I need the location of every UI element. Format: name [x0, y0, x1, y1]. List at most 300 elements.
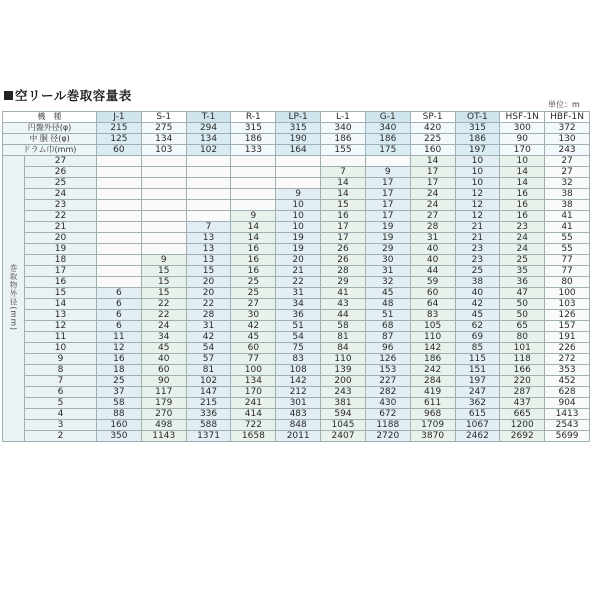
spec-cell: 186: [365, 134, 410, 145]
capacity-cell: 242: [410, 365, 455, 376]
capacity-cell: 17: [321, 222, 366, 233]
capacity-cell: [141, 222, 186, 233]
capacity-cell: [141, 156, 186, 167]
capacity-cell: 34: [276, 299, 321, 310]
capacity-cell: 32: [545, 178, 590, 189]
capacity-cell: 101: [500, 343, 545, 354]
capacity-cell: 44: [410, 266, 455, 277]
capacity-cell: 45: [141, 343, 186, 354]
model-header-cell: LP-1: [276, 112, 321, 123]
spec-label: 円盤外径(φ): [3, 123, 97, 134]
capacity-cell: [97, 167, 142, 178]
capacity-cell: 28: [321, 266, 366, 277]
capacity-cell: 2407: [321, 431, 366, 442]
capacity-cell: 9: [231, 211, 276, 222]
capacity-cell: 12: [455, 200, 500, 211]
capacity-cell: 22: [276, 277, 321, 288]
capacity-cell: 24: [141, 321, 186, 332]
capacity-cell: 15: [141, 288, 186, 299]
capacity-cell: 10: [276, 211, 321, 222]
capacity-row: [3, 178, 590, 189]
capacity-cell: 40: [141, 354, 186, 365]
capacity-cell: 12: [455, 189, 500, 200]
capacity-cell: 51: [276, 321, 321, 332]
capacity-cell: 62: [455, 321, 500, 332]
capacity-cell: 68: [365, 321, 410, 332]
capacity-cell: 968: [410, 409, 455, 420]
capacity-cell: 14: [231, 233, 276, 244]
capacity-cell: 88: [97, 409, 142, 420]
capacity-cell: [97, 156, 142, 167]
capacity-cell: 220: [500, 376, 545, 387]
capacity-cell: 10: [276, 222, 321, 233]
capacity-cell: [186, 156, 231, 167]
capacity-cell: 118: [500, 354, 545, 365]
capacity-cell: 108: [276, 365, 321, 376]
capacity-row: [3, 244, 590, 255]
capacity-cell: 287: [500, 387, 545, 398]
model-header-cell: OT-1: [455, 112, 500, 123]
capacity-cell: 215: [186, 398, 231, 409]
capacity-cell: 414: [231, 409, 276, 420]
capacity-cell: 110: [410, 332, 455, 343]
capacity-cell: 87: [365, 332, 410, 343]
spec-cell: 225: [410, 134, 455, 145]
capacity-cell: 77: [545, 266, 590, 277]
capacity-cell: [276, 167, 321, 178]
capacity-cell: 179: [141, 398, 186, 409]
capacity-cell: 19: [276, 244, 321, 255]
capacity-cell: 38: [545, 189, 590, 200]
capacity-row: [3, 167, 590, 178]
capacity-cell: 7: [186, 222, 231, 233]
capacity-cell: 1413: [545, 409, 590, 420]
capacity-cell: 58: [321, 321, 366, 332]
capacity-cell: 14: [321, 178, 366, 189]
spec-cell: 160: [410, 145, 455, 156]
capacity-cell: 1371: [186, 431, 231, 442]
capacity-cell: 25: [455, 266, 500, 277]
capacity-row: [3, 189, 590, 200]
spec-cell: 134: [141, 134, 186, 145]
spec-label: ドラム巾(mm): [3, 145, 97, 156]
diameter-cell: 20: [25, 233, 97, 244]
capacity-cell: 31: [410, 233, 455, 244]
capacity-cell: 17: [365, 178, 410, 189]
spec-cell: 372: [545, 123, 590, 134]
model-header-cell: HBF-1N: [545, 112, 590, 123]
capacity-cell: 100: [231, 365, 276, 376]
capacity-cell: 27: [545, 156, 590, 167]
capacity-cell: [276, 156, 321, 167]
capacity-cell: 54: [276, 332, 321, 343]
diameter-cell: 22: [25, 211, 97, 222]
unit-label: 単位：m: [548, 100, 580, 109]
diameter-cell: 4: [25, 409, 97, 420]
capacity-cell: 40: [410, 255, 455, 266]
capacity-cell: 17: [365, 200, 410, 211]
capacity-cell: 200: [321, 376, 366, 387]
diameter-cell: 10: [25, 343, 97, 354]
capacity-cell: [97, 277, 142, 288]
capacity-cell: 437: [500, 398, 545, 409]
capacity-cell: [186, 167, 231, 178]
model-header-cell: R-1: [231, 112, 276, 123]
model-header-label: 機 種: [3, 112, 97, 123]
spec-label: 中 胴 径(φ): [3, 134, 97, 145]
capacity-cell: [231, 156, 276, 167]
diameter-cell: 9: [25, 354, 97, 365]
capacity-cell: 430: [365, 398, 410, 409]
capacity-row: [3, 255, 590, 266]
capacity-cell: 665: [500, 409, 545, 420]
capacity-cell: 16: [231, 244, 276, 255]
capacity-cell: 21: [455, 233, 500, 244]
capacity-cell: [141, 189, 186, 200]
capacity-cell: 9: [141, 255, 186, 266]
capacity-cell: [141, 167, 186, 178]
capacity-cell: 9: [276, 189, 321, 200]
capacity-cell: 284: [410, 376, 455, 387]
capacity-cell: 30: [365, 255, 410, 266]
capacity-cell: 151: [455, 365, 500, 376]
capacity-cell: 23: [455, 244, 500, 255]
capacity-cell: 10: [455, 167, 500, 178]
capacity-cell: 27: [231, 299, 276, 310]
spec-cell: 102: [186, 145, 231, 156]
capacity-cell: 57: [186, 354, 231, 365]
capacity-cell: [97, 222, 142, 233]
capacity-cell: 44: [321, 310, 366, 321]
capacity-row: [3, 420, 590, 431]
capacity-row: [3, 222, 590, 233]
diameter-cell: 7: [25, 376, 97, 387]
capacity-cell: 48: [365, 299, 410, 310]
capacity-cell: 24: [410, 189, 455, 200]
capacity-cell: 848: [276, 420, 321, 431]
spec-cell: 170: [500, 145, 545, 156]
capacity-row: [3, 233, 590, 244]
diameter-cell: 3: [25, 420, 97, 431]
capacity-cell: 20: [186, 288, 231, 299]
capacity-cell: [97, 178, 142, 189]
capacity-cell: 29: [365, 244, 410, 255]
capacity-cell: 60: [141, 365, 186, 376]
capacity-cell: 58: [97, 398, 142, 409]
diameter-cell: 18: [25, 255, 97, 266]
capacity-cell: 96: [365, 343, 410, 354]
capacity-row: [3, 277, 590, 288]
capacity-cell: 7: [321, 167, 366, 178]
capacity-cell: 84: [321, 343, 366, 354]
capacity-cell: 350: [97, 431, 142, 442]
capacity-cell: 1045: [321, 420, 366, 431]
capacity-cell: 80: [500, 332, 545, 343]
capacity-cell: 722: [231, 420, 276, 431]
diameter-cell: 13: [25, 310, 97, 321]
capacity-cell: 32: [365, 277, 410, 288]
model-header-cell: J-1: [97, 112, 142, 123]
capacity-cell: [97, 233, 142, 244]
capacity-cell: 81: [186, 365, 231, 376]
spec-cell: 197: [455, 145, 500, 156]
diameter-cell: 24: [25, 189, 97, 200]
capacity-cell: 362: [455, 398, 500, 409]
capacity-cell: 301: [276, 398, 321, 409]
capacity-cell: 452: [545, 376, 590, 387]
capacity-cell: 11: [97, 332, 142, 343]
spec-row: [3, 123, 590, 134]
capacity-row: [3, 156, 590, 167]
capacity-cell: [231, 178, 276, 189]
capacity-cell: 28: [186, 310, 231, 321]
diameter-cell: 26: [25, 167, 97, 178]
diameter-cell: 27: [25, 156, 97, 167]
capacity-cell: 2011: [276, 431, 321, 442]
spec-cell: 215: [97, 123, 142, 134]
capacity-cell: 24: [410, 200, 455, 211]
spec-cell: 103: [141, 145, 186, 156]
capacity-row: [3, 332, 590, 343]
capacity-cell: [321, 156, 366, 167]
capacity-row: [3, 299, 590, 310]
capacity-cell: 117: [141, 387, 186, 398]
capacity-cell: 14: [321, 189, 366, 200]
capacity-cell: 50: [500, 299, 545, 310]
capacity-table: [2, 111, 590, 442]
spec-cell: 340: [365, 123, 410, 134]
spec-cell: 294: [186, 123, 231, 134]
capacity-row: [3, 321, 590, 332]
capacity-cell: 904: [545, 398, 590, 409]
capacity-cell: 77: [231, 354, 276, 365]
capacity-cell: 80: [545, 277, 590, 288]
capacity-cell: [141, 233, 186, 244]
diameter-cell: 23: [25, 200, 97, 211]
capacity-row: [3, 354, 590, 365]
capacity-cell: [97, 244, 142, 255]
capacity-cell: 20: [186, 277, 231, 288]
capacity-cell: [97, 266, 142, 277]
capacity-cell: 102: [186, 376, 231, 387]
capacity-cell: 21: [455, 222, 500, 233]
capacity-cell: 6: [97, 321, 142, 332]
capacity-cell: 14: [500, 178, 545, 189]
capacity-cell: 85: [455, 343, 500, 354]
capacity-cell: [231, 200, 276, 211]
capacity-cell: 16: [231, 266, 276, 277]
spec-cell: 60: [97, 145, 142, 156]
spec-cell: 130: [545, 134, 590, 145]
capacity-cell: 5699: [545, 431, 590, 442]
capacity-cell: 15: [141, 277, 186, 288]
capacity-cell: 41: [321, 288, 366, 299]
spec-cell: 125: [97, 134, 142, 145]
diameter-cell: 16: [25, 277, 97, 288]
spec-row: [3, 134, 590, 145]
capacity-cell: 45: [231, 332, 276, 343]
capacity-cell: 22: [186, 299, 231, 310]
capacity-cell: 64: [410, 299, 455, 310]
capacity-cell: 9: [365, 167, 410, 178]
capacity-cell: [141, 178, 186, 189]
capacity-cell: 153: [365, 365, 410, 376]
capacity-cell: 672: [365, 409, 410, 420]
capacity-cell: 100: [545, 288, 590, 299]
capacity-cell: 166: [500, 365, 545, 376]
capacity-cell: 25: [500, 255, 545, 266]
capacity-cell: 14: [500, 167, 545, 178]
capacity-cell: 16: [231, 255, 276, 266]
capacity-cell: 142: [410, 343, 455, 354]
diameter-axis-label: 巻取物外径(mm): [9, 263, 18, 331]
capacity-cell: 26: [321, 255, 366, 266]
capacity-cell: 272: [545, 354, 590, 365]
capacity-cell: 38: [455, 277, 500, 288]
spec-cell: 90: [500, 134, 545, 145]
capacity-cell: 36: [276, 310, 321, 321]
capacity-cell: 2462: [455, 431, 500, 442]
capacity-cell: 29: [321, 277, 366, 288]
capacity-cell: 19: [365, 233, 410, 244]
capacity-cell: 1067: [455, 420, 500, 431]
capacity-cell: [365, 156, 410, 167]
capacity-cell: 83: [276, 354, 321, 365]
capacity-cell: [231, 167, 276, 178]
spec-cell: 186: [455, 134, 500, 145]
capacity-cell: [186, 200, 231, 211]
title-text: 空リール巻取容量表: [15, 88, 132, 103]
capacity-cell: 10: [500, 156, 545, 167]
capacity-cell: 17: [321, 233, 366, 244]
spec-cell: 155: [321, 145, 366, 156]
spec-cell: 190: [276, 134, 321, 145]
table-header: [3, 112, 590, 123]
capacity-cell: 31: [186, 321, 231, 332]
capacity-cell: 90: [141, 376, 186, 387]
diameter-axis-cell: [3, 156, 25, 442]
capacity-cell: 13: [186, 255, 231, 266]
capacity-cell: [141, 211, 186, 222]
capacity-cell: [276, 178, 321, 189]
capacity-cell: 13: [186, 233, 231, 244]
capacity-cell: 15: [141, 266, 186, 277]
capacity-cell: 60: [231, 343, 276, 354]
table-body: [3, 123, 590, 442]
capacity-cell: 42: [186, 332, 231, 343]
capacity-cell: 55: [545, 233, 590, 244]
diameter-cell: 14: [25, 299, 97, 310]
capacity-cell: [186, 189, 231, 200]
capacity-cell: 126: [365, 354, 410, 365]
capacity-cell: 41: [545, 222, 590, 233]
capacity-cell: [231, 189, 276, 200]
capacity-cell: 45: [455, 310, 500, 321]
capacity-cell: 22: [141, 299, 186, 310]
capacity-row: [3, 365, 590, 376]
capacity-cell: 6: [97, 288, 142, 299]
capacity-cell: 2543: [545, 420, 590, 431]
capacity-cell: 45: [365, 288, 410, 299]
diameter-cell: 19: [25, 244, 97, 255]
capacity-cell: 3870: [410, 431, 455, 442]
capacity-cell: 14: [231, 222, 276, 233]
capacity-cell: 14: [410, 156, 455, 167]
spec-cell: 340: [321, 123, 366, 134]
capacity-cell: 16: [500, 200, 545, 211]
capacity-cell: 16: [500, 189, 545, 200]
capacity-cell: 19: [276, 233, 321, 244]
capacity-cell: 1188: [365, 420, 410, 431]
capacity-cell: 13: [186, 244, 231, 255]
capacity-cell: 628: [545, 387, 590, 398]
spec-cell: 315: [231, 123, 276, 134]
capacity-cell: 588: [186, 420, 231, 431]
capacity-cell: 186: [410, 354, 455, 365]
capacity-cell: 227: [365, 376, 410, 387]
capacity-cell: 139: [321, 365, 366, 376]
capacity-cell: 142: [276, 376, 321, 387]
capacity-cell: 6: [97, 310, 142, 321]
capacity-cell: 16: [500, 211, 545, 222]
capacity-cell: 25: [97, 376, 142, 387]
capacity-cell: 191: [545, 332, 590, 343]
capacity-cell: 226: [545, 343, 590, 354]
capacity-cell: [186, 211, 231, 222]
capacity-row: [3, 200, 590, 211]
capacity-row: [3, 266, 590, 277]
capacity-cell: 27: [410, 211, 455, 222]
capacity-cell: 41: [545, 211, 590, 222]
capacity-cell: 241: [231, 398, 276, 409]
capacity-cell: 40: [455, 288, 500, 299]
diameter-cell: 25: [25, 178, 97, 189]
capacity-cell: 2720: [365, 431, 410, 442]
model-header-cell: G-1: [365, 112, 410, 123]
capacity-row: [3, 376, 590, 387]
capacity-cell: 30: [231, 310, 276, 321]
diameter-cell: 5: [25, 398, 97, 409]
capacity-cell: 126: [545, 310, 590, 321]
capacity-cell: 10: [455, 178, 500, 189]
capacity-cell: 282: [365, 387, 410, 398]
spec-cell: 175: [365, 145, 410, 156]
capacity-cell: [141, 200, 186, 211]
spec-cell: 133: [231, 145, 276, 156]
capacity-cell: 60: [410, 288, 455, 299]
spec-cell: 186: [231, 134, 276, 145]
capacity-cell: 12: [455, 211, 500, 222]
capacity-cell: 83: [410, 310, 455, 321]
capacity-cell: 1709: [410, 420, 455, 431]
capacity-cell: 2692: [500, 431, 545, 442]
model-header-cell: T-1: [186, 112, 231, 123]
capacity-cell: 20: [276, 255, 321, 266]
capacity-cell: 498: [141, 420, 186, 431]
capacity-cell: 483: [276, 409, 321, 420]
capacity-cell: 353: [545, 365, 590, 376]
capacity-cell: 18: [97, 365, 142, 376]
capacity-cell: 28: [410, 222, 455, 233]
capacity-cell: 31: [365, 266, 410, 277]
spec-row: [3, 145, 590, 156]
capacity-row: [3, 288, 590, 299]
model-header-cell: S-1: [141, 112, 186, 123]
capacity-cell: 40: [410, 244, 455, 255]
capacity-cell: 197: [455, 376, 500, 387]
capacity-cell: [141, 244, 186, 255]
capacity-cell: 51: [365, 310, 410, 321]
